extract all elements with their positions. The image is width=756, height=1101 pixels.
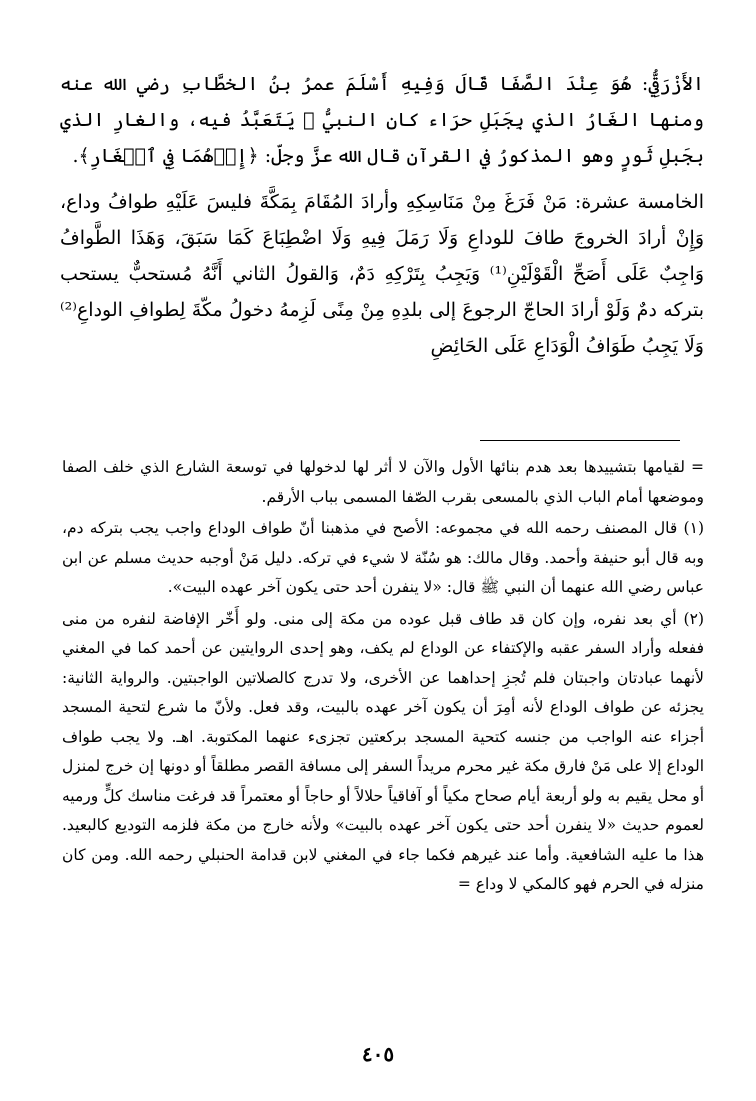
page-number: ٤٠٥ <box>361 1042 395 1066</box>
footnote-continuation: = لقيامها بتشييدها بعد هدم بنائها الأول والآن لا أثر لها لدخولها في توسعة الشارع الذي خلف الصفا وموضعها أمام الباب الذي بالمسعى بقرب الصّفا المسمى بباب الأرقم. <box>62 458 704 506</box>
main-paragraph-1: الأَزْرَقِيُّ: هُوَ عِنْدَ الصَّفَا قَالَ وَفِيهِ أَسْلَمَ عمرُ بنُ الخطَّابِ رضي الله عنه ومنها الغَارُ الذي بِجَبَلِ حرَاء كان النبيُّ ﷺ يَتَعَبَّدُ فيه، والغارِ الذي بجَبلِ ثَورٍ وهو المذكورُ في القرآن قال الله عزَّ وجلّ: ﴿إِذۡهُمَا فِي ٱلۡغَارِ﴾. <box>60 73 704 167</box>
main-paragraph-2: الخامسة عشرة: مَنْ فَرَغَ مِنْ مَنَاسِكِهِ وأرادَ المُقَامَ بِمَكَّةَ فليسَ عَلَيْهِ طوافُ وداع، وَإِنْ أرادَ الخروجَ طافَ للوداعِ وَلَا رَمَلَ فِيهِ وَلَا اضْطِبَاعَ كَمَا سَبَقَ، وَهَذَا الطَّوافُ وَاجِبٌ عَلَى أَصَحِّ الْقَوْلَيْنِ⁽¹⁾ وَيَجِبُ بِتَرْكِهِ دَمٌ، وَالقولُ الثاني أَنَّهُ مُستحبٌّ يستحب بتركه دمٌ وَلَوْ أرادَ الحاجّ الرجوعَ إلى بلدِهِ مِنْ مِنًى لَزِمهُ دخولُ مكّةَ لِطوافِ الوداعِ⁽²⁾ وَلَا يَجِبُ طَوَافُ الْوَدَاعِ عَلَى الحَائِضِ <box>60 191 704 357</box>
footnote-2: (٢) أي بعد نفره، وإن كان قد طاف قبل عوده من مكة إلى منى. ولو أَخّر الإفاضة لنفره من منى ففعله وأراد السفر عقبه والإكتفاء عن الوداع لم يكف، وهو إحدى الروايتين عن أحمد كما في المغني لأنهما عبادتان واجبتان فلم تُجزِ إحداهما عن الأخرى، ولا تدرج كالصلاتين الواجبتين. والرواية الثانية: يجزئه عن طواف الوداع لأنه أمِرَ أن يكون آخر عهده بالبيت، وقد فعل. ولأنّ ما شرع لتحية المسجد أجزاء عنه الواجب من جنسه كتحية المسجد بركعتين تجزىء عنهما المكتوبة. اهـ. ولا يجب طواف الوداع إلا على مَنْ فارق مكة غير محرم مريداً السفر إلى مسافة القصر مطلقاً أو دونها إن خرج لمنزل أو محل يقيم به ولو أربعة أيام صحاح مكياً أو آفاقياً حلالاً أو حاجاً أو معتمراً قد فرغت مناسك كلٍّ ورميه لعموم حديث «لا ينفرن أحد حتى يكون آخر عهده بالبيت» ولأنه خارج من مكة فلزمه التوديع كالبعيد. هذا ما عليه الشافعية. وأما عند غيرهم فكما جاء في المغني لابن قدامة الحنبلي رحمه الله. ومن كان منزله في الحرم فهو كالمكي لا وداع = <box>62 609 704 893</box>
main-text <box>60 66 704 364</box>
footnote-divider <box>480 440 680 441</box>
footnotes <box>62 453 704 900</box>
footnote-1: (١) قال المصنف رحمه الله في مجموعه: الأصح في مذهبنا أنّ طواف الوداع واجب يجب بتركه دم، وبه قال أبو حنيفة وأحمد. وقال مالك: هو سُنّة لا شيء في تركه. دليل مَنْ أوجبه حديث مسلم عن ابن عباس رضي الله عنهما أن النبي ﷺ قال: «لا ينفرن أحد حتى يكون آخر عهده البيت». <box>62 519 704 596</box>
